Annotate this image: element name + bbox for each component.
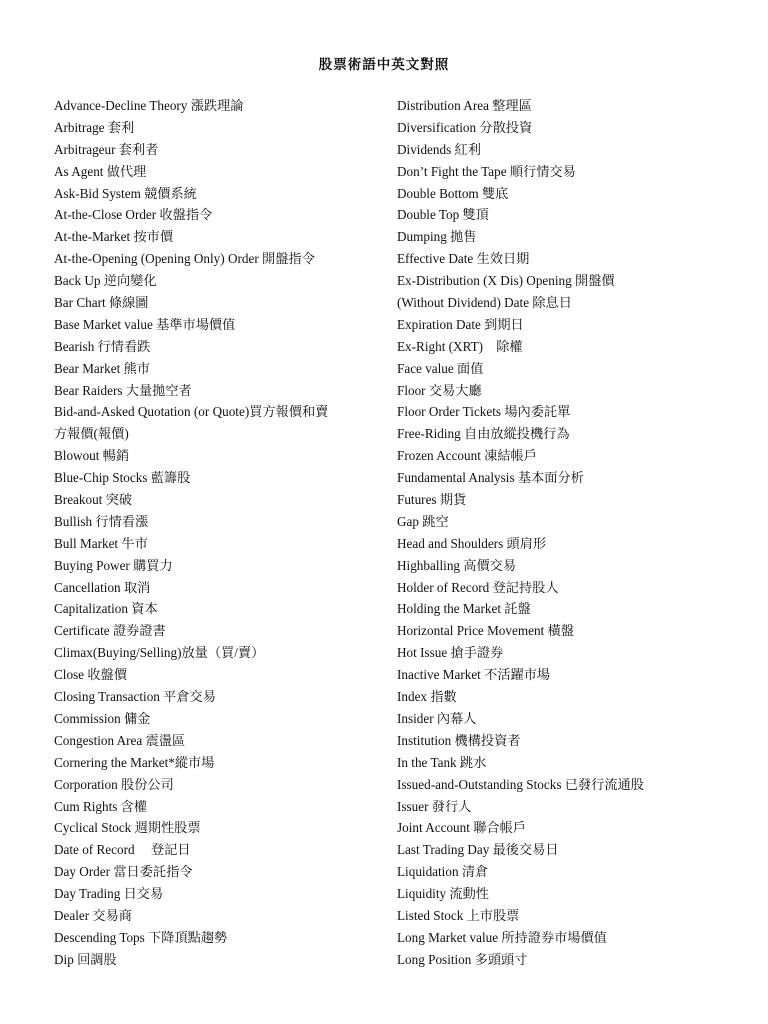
glossary-entry: Blowout 暢銷 (54, 448, 130, 464)
glossary-entry: Face value 面值 (397, 360, 484, 376)
glossary-entry: Breakout 突破 (54, 492, 133, 508)
glossary-entry: Back Up 逆向變化 (54, 273, 157, 289)
glossary-entry: As Agent 做代理 (54, 163, 147, 179)
glossary-entry: Double Top 雙頂 (397, 207, 489, 223)
glossary-entry: Floor Order Tickets 場內委託單 (397, 404, 571, 420)
glossary-entry: Distribution Area 整理區 (397, 98, 532, 113)
glossary-entry: Gap 跳空 (397, 513, 449, 529)
glossary-entry: Dealer 交易商 (54, 907, 132, 923)
glossary-entry: Frozen Account 凍結帳戶 (397, 448, 537, 464)
glossary-entry: Day Trading 日交易 (54, 886, 164, 902)
glossary-entry: Liquidity 流動性 (397, 886, 489, 902)
glossary-entry: Date of Record 登記日 (54, 842, 191, 858)
glossary-entry: Climax(Buying/Selling)放量（買/賣） (54, 645, 265, 661)
glossary-entry: Dumping 拋售 (397, 229, 477, 245)
glossary-entry: Congestion Area 震盪區 (54, 732, 186, 748)
glossary-entry: Bearish 行情看跌 (54, 338, 151, 354)
glossary-entry: Holder of Record 登記持股人 (397, 579, 559, 595)
glossary-entry: Futures 期貨 (397, 492, 467, 508)
glossary-entry: Horizontal Price Movement 橫盤 (397, 623, 574, 639)
glossary-entry: Ex-Right (XRT) 除權 (397, 338, 523, 354)
glossary-entry: Highballing 高價交易 (397, 557, 517, 573)
glossary-entry: Joint Account 聯合帳戶 (397, 820, 526, 836)
page-title: 股票術語中英文對照 (318, 57, 450, 72)
glossary-entry: Issued-and-Outstanding Stocks 已發行流通股 (397, 776, 644, 792)
glossary-entry: Insider 內幕人 (397, 710, 477, 726)
glossary-entry: Last Trading Day 最後交易日 (397, 842, 559, 858)
glossary-entry: 方報價(報價) (54, 426, 129, 442)
glossary-entry: Close 收盤價 (54, 667, 127, 683)
glossary-entry: Long Position 多頭頭寸 (397, 951, 528, 967)
glossary-entry: Advance-Decline Theory 漲跌理論 (54, 98, 244, 113)
glossary-entry: Bid-and-Asked Quotation (or Quote)買方報價和賣 (54, 404, 329, 420)
glossary-entry: (Without Dividend) Date 除息日 (397, 295, 572, 311)
glossary-entry: Fundamental Analysis 基本面分析 (397, 470, 584, 486)
glossary-entry: Cancellation 取消 (54, 579, 151, 595)
glossary-entry: Ask-Bid System 競價系統 (54, 185, 197, 201)
glossary-entry: Index 指數 (397, 689, 457, 705)
glossary-entry: Blue-Chip Stocks 藍籌股 (54, 470, 191, 486)
glossary-entry: Free-Riding 自由放縱投機行為 (397, 426, 570, 442)
glossary-entry: Commission 傭金 (54, 710, 151, 726)
glossary-entry: Day Order 當日委託指令 (54, 864, 193, 880)
glossary-entry: Descending Tops 下降頂點趨勢 (54, 929, 228, 945)
glossary-entry: Liquidation 清倉 (397, 864, 489, 880)
glossary-entry: At-the-Opening (Opening Only) Order 開盤指令 (54, 251, 315, 267)
glossary-entry: Bear Raiders 大量拋空者 (54, 382, 192, 398)
glossary-entry: Listed Stock 上市股票 (397, 907, 520, 923)
left-term-list (54, 95, 384, 971)
glossary-entry: Hot Issue 搶手證券 (397, 645, 504, 661)
glossary-entry: Certificate 證券證書 (54, 623, 166, 639)
glossary-entry: Capitalization 資本 (54, 601, 158, 617)
glossary-entry: Cum Rights 含權 (54, 798, 148, 814)
glossary-entry: Issuer 發行人 (397, 798, 472, 814)
glossary-entry: Closing Transaction 平倉交易 (54, 689, 216, 705)
glossary-entry: Inactive Market 不活躍市場 (397, 667, 551, 683)
glossary-entry: Buying Power 購買力 (54, 557, 173, 573)
glossary-entry: Cyclical Stock 週期性股票 (54, 820, 201, 836)
glossary-entry: Bear Market 熊市 (54, 360, 150, 376)
glossary-entry: Institution 機構投資者 (397, 732, 521, 748)
glossary-entry: Don’t Fight the Tape 順行情交易 (397, 163, 576, 179)
glossary-entry: Dip 回調股 (54, 951, 117, 967)
right-term-list (397, 95, 727, 971)
glossary-entry: In the Tank 跳水 (397, 754, 487, 770)
glossary-entry: Double Bottom 雙底 (397, 185, 509, 201)
glossary-entry: Corporation 股份公司 (54, 776, 174, 792)
glossary-entry: Dividends 紅利 (397, 141, 481, 157)
glossary-entry: Diversification 分散投資 (397, 119, 533, 135)
glossary-entry: At-the-Market 按市價 (54, 229, 174, 245)
glossary-entry: Long Market value 所持證券市場價值 (397, 929, 607, 945)
glossary-entry: Arbitrageur 套利者 (54, 141, 159, 157)
glossary-entry: Arbitrage 套利 (54, 119, 135, 135)
glossary-entry: Bull Market 牛市 (54, 535, 148, 551)
glossary-entry: Expiration Date 到期日 (397, 316, 524, 332)
glossary-entry: Bullish 行情看漲 (54, 513, 149, 529)
glossary-entry: Base Market value 基準市場價值 (54, 316, 236, 332)
glossary-entry: At-the-Close Order 收盤指令 (54, 207, 213, 223)
glossary-entry: Head and Shoulders 頭肩形 (397, 535, 547, 551)
glossary-entry: Cornering the Market*縱市場 (54, 754, 215, 770)
glossary-entry: Floor 交易大廳 (397, 382, 482, 398)
glossary-entry: Ex-Distribution (X Dis) Opening 開盤價 (397, 273, 615, 289)
glossary-entry: Holding the Market 託盤 (397, 601, 531, 617)
glossary-entry: Effective Date 生效日期 (397, 251, 530, 267)
glossary-entry: Bar Chart 條線圖 (54, 295, 149, 311)
